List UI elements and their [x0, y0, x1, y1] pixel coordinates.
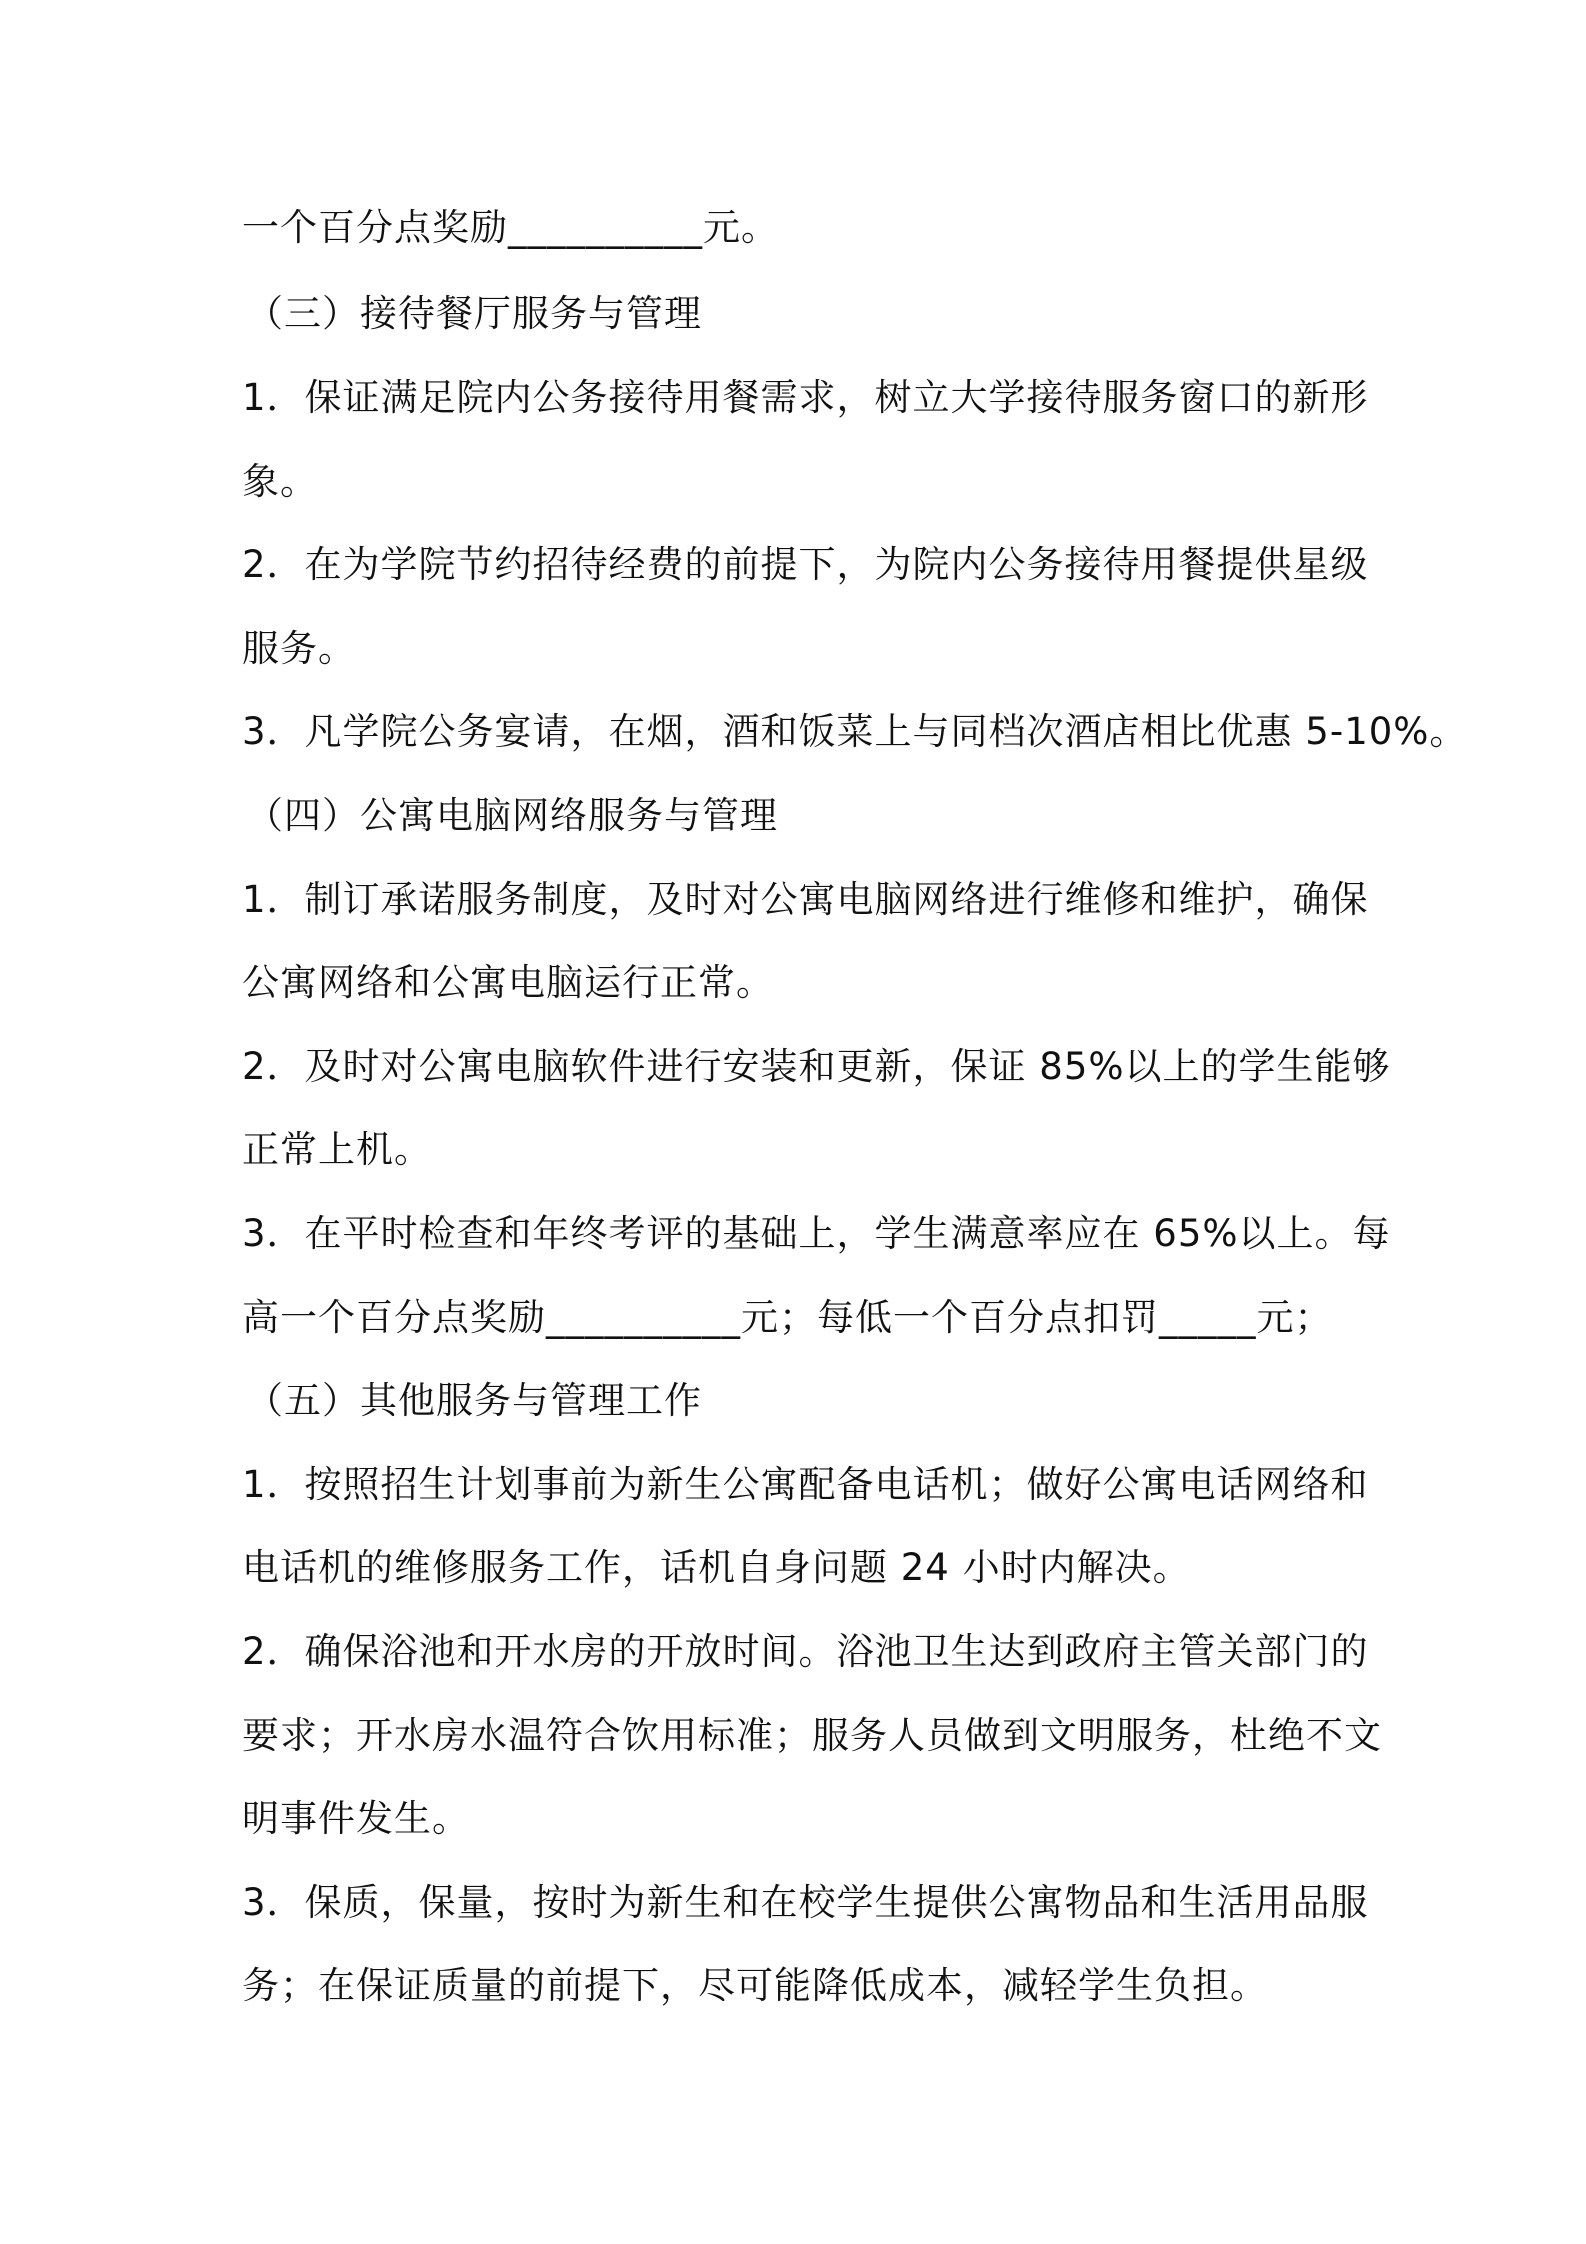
paragraph-line: 3．凡学院公务宴请，在烟，酒和饭菜上与同档次酒店相比优惠 5-10%。 [242, 710, 1468, 753]
paragraph-line: 务；在保证质量的前提下，尽可能降低成本，减轻学生负担。 [242, 1964, 1268, 2007]
paragraph-line: 1．制订承诺服务制度，及时对公寓电脑网络进行维修和维护，确保 [242, 878, 1369, 921]
section-heading-5: （五）其他服务与管理工作 [246, 1379, 702, 1422]
reward-unit: 元。 [703, 206, 779, 249]
section-heading-3: （三）接待餐厅服务与管理 [246, 292, 702, 335]
paragraph-line: 明事件发生。 [242, 1797, 470, 1840]
paragraph-line: 公寓网络和公寓电脑运行正常。 [242, 961, 774, 1004]
paragraph-line: 电话机的维修服务工作，话机自身问题 24 小时内解决。 [242, 1546, 1191, 1589]
paragraph-line: 3．在平时检查和年终考评的基础上，学生满意率应在 65%以上。每 [242, 1212, 1391, 1255]
paragraph-line: 象。 [242, 460, 318, 503]
paragraph-line: 正常上机。 [242, 1128, 432, 1171]
paragraph-line: 3．保质，保量，按时为新生和在校学生提供公寓物品和生活用品服 [242, 1881, 1369, 1924]
paragraph-line: 2．确保浴池和开水房的开放时间。浴池卫生达到政府主管关部门的 [242, 1630, 1369, 1673]
reward-amount-blank: __________ [508, 206, 703, 249]
text-line-reward [242, 203, 1362, 253]
penalty-amount-blank: _____ [1159, 1296, 1257, 1339]
paragraph-line: 2．在为学院节约招待经费的前提下，为院内公务接待用餐提供星级 [242, 543, 1369, 586]
penalty-text: 元；每低一个百分点扣罚 [741, 1296, 1159, 1339]
section-heading-4: （四）公寓电脑网络服务与管理 [246, 794, 778, 837]
paragraph-line: 要求；开水房水温符合饮用标准；服务人员做到文明服务，杜绝不文 [242, 1714, 1382, 1757]
reward-text: 高一个百分点奖励 [242, 1296, 546, 1339]
paragraph-line: 1．保证满足院内公务接待用餐需求，树立大学接待服务窗口的新形 [242, 376, 1369, 419]
text-line-reward-penalty [242, 1293, 1362, 1343]
reward-text: 一个百分点奖励 [242, 206, 508, 249]
reward-amount-blank: __________ [546, 1296, 741, 1339]
penalty-unit: 元； [1256, 1296, 1333, 1339]
paragraph-line: 1．按照招生计划事前为新生公寓配备电话机；做好公寓电话网络和 [242, 1463, 1369, 1506]
paragraph-line: 服务。 [242, 627, 356, 670]
paragraph-line: 2．及时对公寓电脑软件进行安装和更新，保证 85%以上的学生能够 [242, 1045, 1391, 1088]
